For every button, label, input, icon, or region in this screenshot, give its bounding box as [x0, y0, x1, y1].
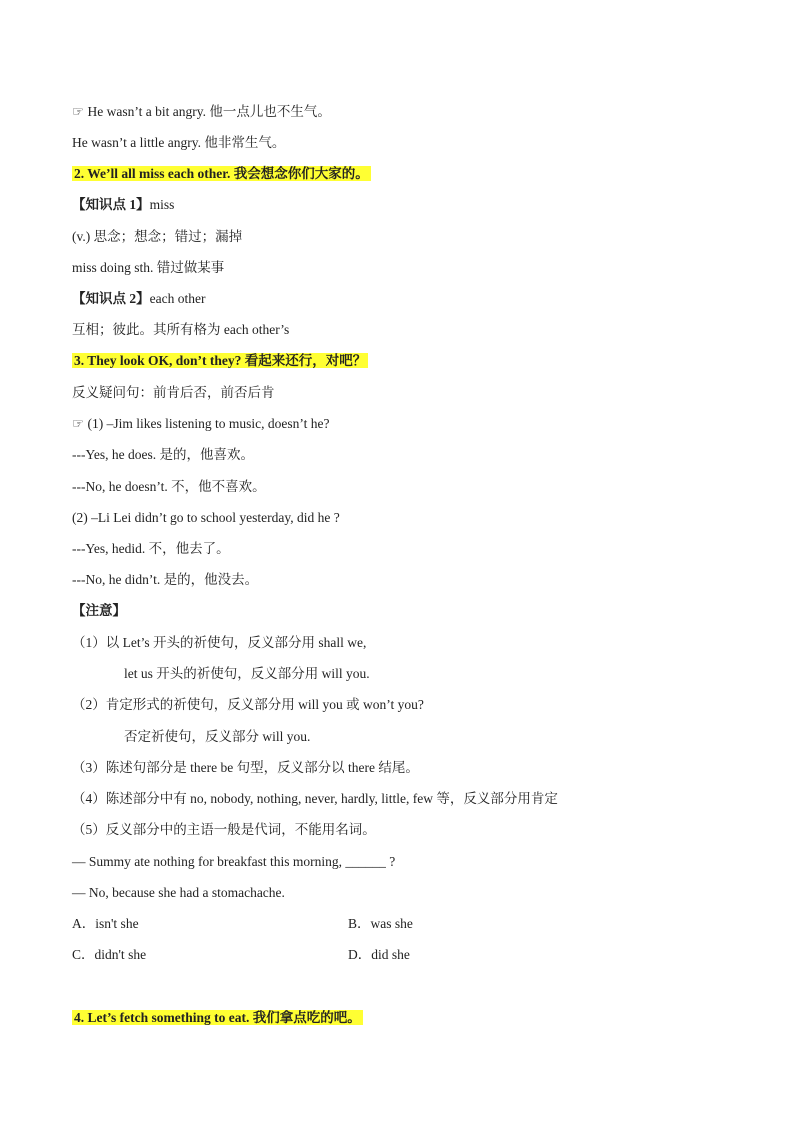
definition-line-2: 互相；彼此。其所有格为 each other’s [72, 322, 290, 337]
answer-1b: ---No, he doesn’t. 不，他不喜欢。 [72, 479, 266, 494]
option-b: B．was she [348, 916, 413, 931]
note-2: （2）肯定形式的祈使句，反义部分用 will you 或 won’t you? [72, 697, 424, 712]
option-d: D．did she [348, 947, 410, 962]
answer-2a: ---Yes, hedid. 不，他去了。 [72, 541, 230, 556]
example-sentence-1: ☞ He wasn’t a bit angry. 他一点儿也不生气。 [72, 104, 331, 119]
section-heading-3 [72, 352, 368, 370]
definition-line: (v.) 思念；想念；错过；漏掉 [72, 229, 243, 244]
note-1: （1）以 Let’s 开头的祈使句，反义部分用 shall we, [72, 635, 367, 650]
note-label: 【注意】 [72, 603, 126, 618]
note-heading [72, 602, 126, 620]
note-2b: 否定祈使句，反义部分 will you. [124, 729, 311, 744]
kp-word: miss [149, 197, 175, 212]
highlight: 4. Let’s fetch something to eat. 我们拿点吃的吧。 [74, 1010, 361, 1025]
kp-tag: 【知识点 1】 [72, 197, 150, 212]
note-4: （4）陈述部分中有 no, nobody, nothing, never, hardly, little, few 等，反义部分用肯定 [72, 791, 558, 806]
answer-1a: ---Yes, he does. 是的，他喜欢。 [72, 447, 254, 462]
kp-tag: 【知识点 2】 [72, 291, 150, 306]
note-3: （3）陈述句部分是 there be 句型，反义部分以 there 结尾。 [72, 760, 419, 775]
usage-line: miss doing sth. 错过做某事 [72, 260, 225, 275]
exercise-response: — No, because she had a stomachache. [72, 885, 285, 900]
example-sentence-2: He wasn’t a little angry. 他非常生气。 [72, 135, 286, 150]
section-heading-4 [72, 1009, 363, 1027]
example-2: (2) –Li Lei didn’t go to school yesterday, did he ? [72, 510, 340, 525]
highlight: 3. They look OK, don’t they? 看起来还行，对吧？ [74, 353, 367, 368]
kp-word: each other [149, 291, 206, 306]
note-5: （5）反义部分中的主语一般是代词，不能用名词。 [72, 822, 376, 837]
answer-2b: ---No, he didn’t. 是的，他没去。 [72, 572, 259, 587]
option-c: C．didn't she [72, 947, 147, 962]
knowledge-point-1 [72, 196, 174, 214]
option-a: A．isn't she [72, 916, 139, 931]
highlight: 2. We’ll all miss each other. 我会想念你们大家的。 [74, 166, 369, 181]
section-heading-2 [72, 165, 371, 183]
rule-line: 反义疑问句：前肯后否，前否后肯 [72, 385, 275, 400]
knowledge-point-2 [72, 290, 205, 308]
example-1: ☞ (1) –Jim likes listening to music, doesn’t he? [72, 416, 330, 431]
note-1b: let us 开头的祈使句，反义部分用 will you. [124, 666, 370, 681]
exercise-question: — Summy ate nothing for breakfast this morning, ______ ? [72, 854, 396, 869]
